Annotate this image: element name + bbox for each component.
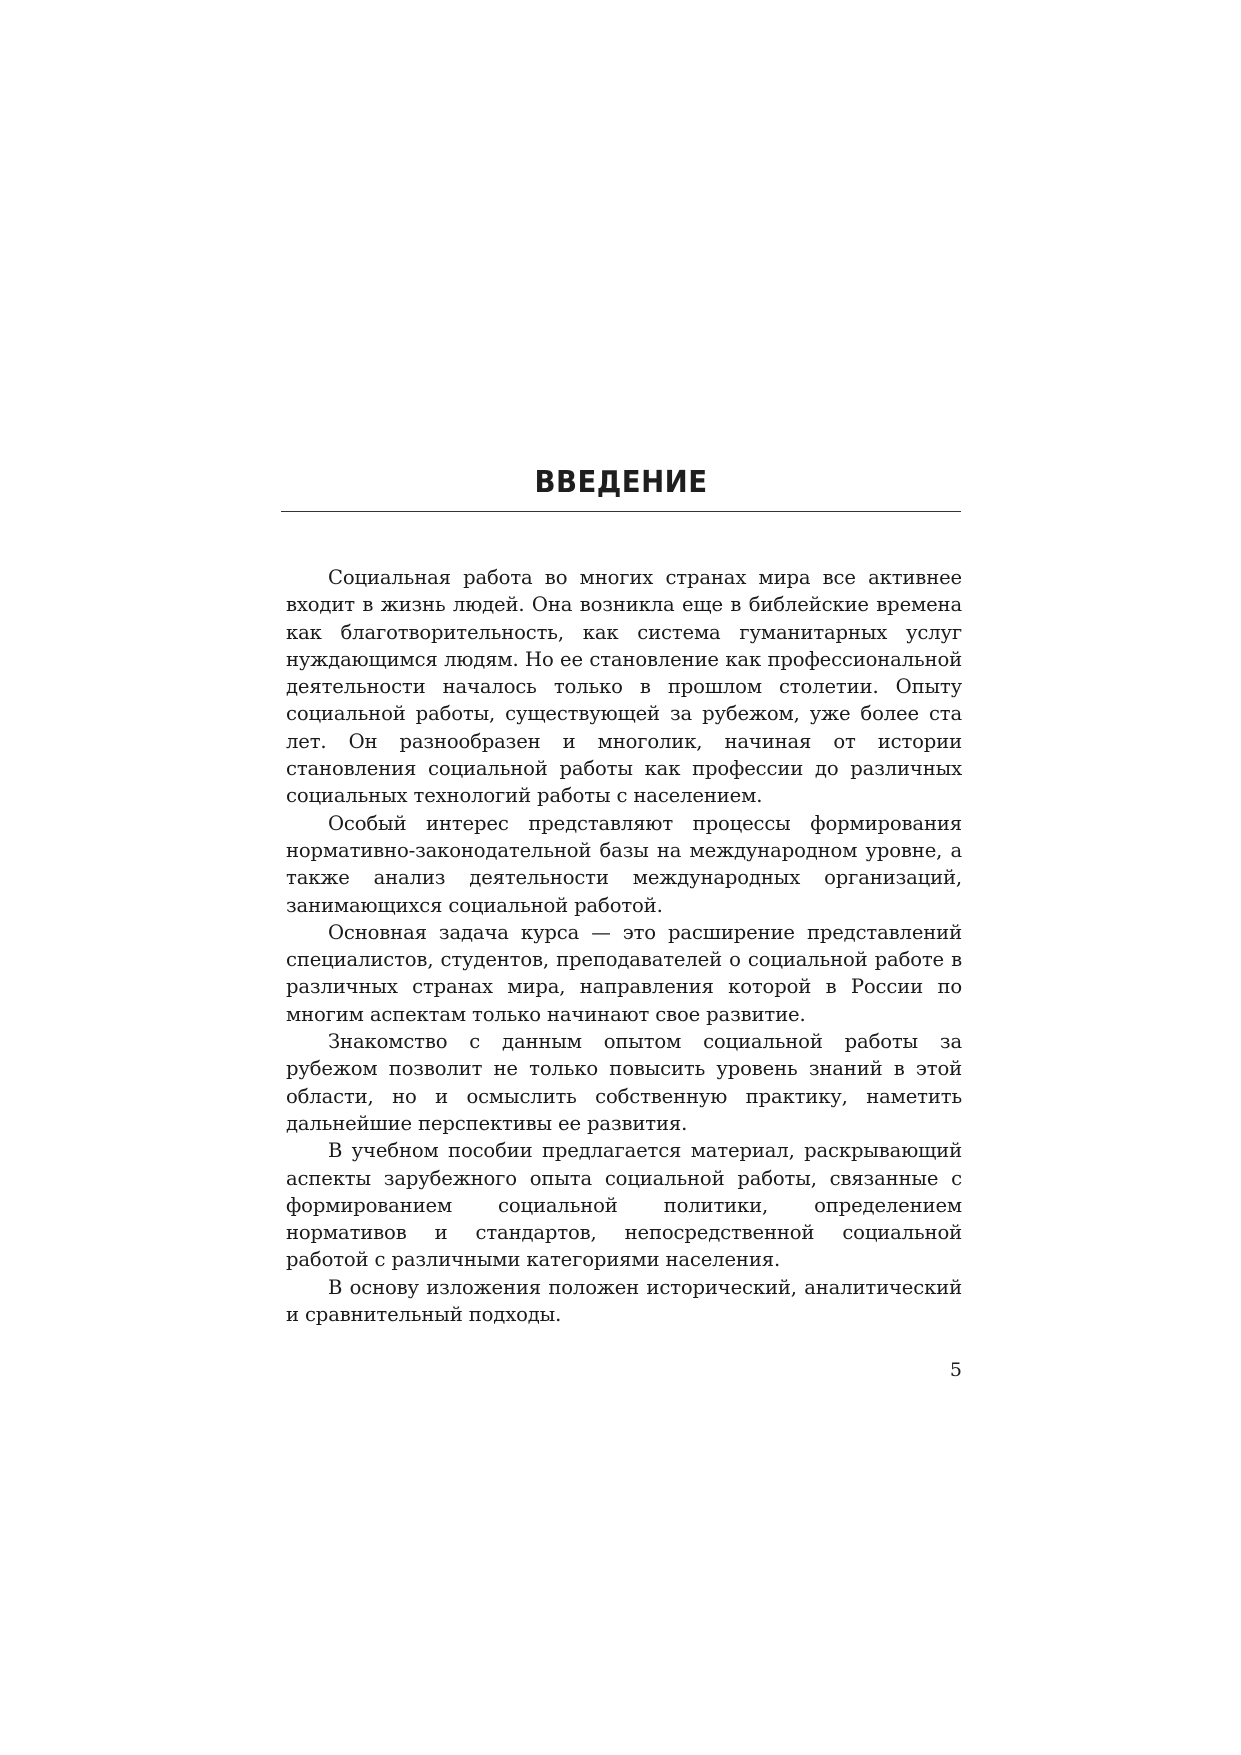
paragraph-5: В учебном пособии предлагается материал, раскрывающий аспекты зарубежного опыта социальной работы, связанные с формированием социальной политики, определением нормативов и стандартов, непосредственной социальной работой с различными категориями населения. — [286, 1139, 962, 1272]
paragraph-3: Основная задача курса — это расширение представлений специалистов, студентов, преподавателей о социальной работе в различных странах мира, направления которой в России по многим аспектам только начинают свое развитие. — [286, 920, 962, 1026]
heading-underline — [281, 511, 961, 512]
chapter-heading: ВВЕДЕНИЕ — [534, 465, 708, 500]
paragraph-2: Особый интерес представляют процессы формирования нормативно-законодательной базы на международном уровне, а также анализ деятельности международных организаций, занимающихся социальной работой. — [286, 811, 962, 917]
page-number: 5 — [949, 1359, 962, 1381]
body-text — [286, 564, 962, 1328]
paragraph-6: В основу изложения положен исторический, аналитический и сравнительный подходы. — [286, 1275, 962, 1327]
paragraph-1: Социальная работа во многих странах мира все активнее входит в жизнь людей. Она возникла еще в библейские времена как благотворительность, как система гуманитарных услуг нуждающимся людям. Но ее становление как профессиональной деятельности началось только в прошлом столетии. Опыту социальной работы, существующей за рубежом, уже более ста лет. Он разнообразен и многолик, начиная от истории становления социальной работы как профессии до различных социальных технологий работы с населением. — [286, 566, 962, 808]
paragraph-4: Знакомство с данным опытом социальной работы за рубежом позволит не только повысить уровень знаний в этой области, но и осмыслить собственную практику, наметить дальнейшие перспективы ее развития. — [286, 1030, 962, 1135]
